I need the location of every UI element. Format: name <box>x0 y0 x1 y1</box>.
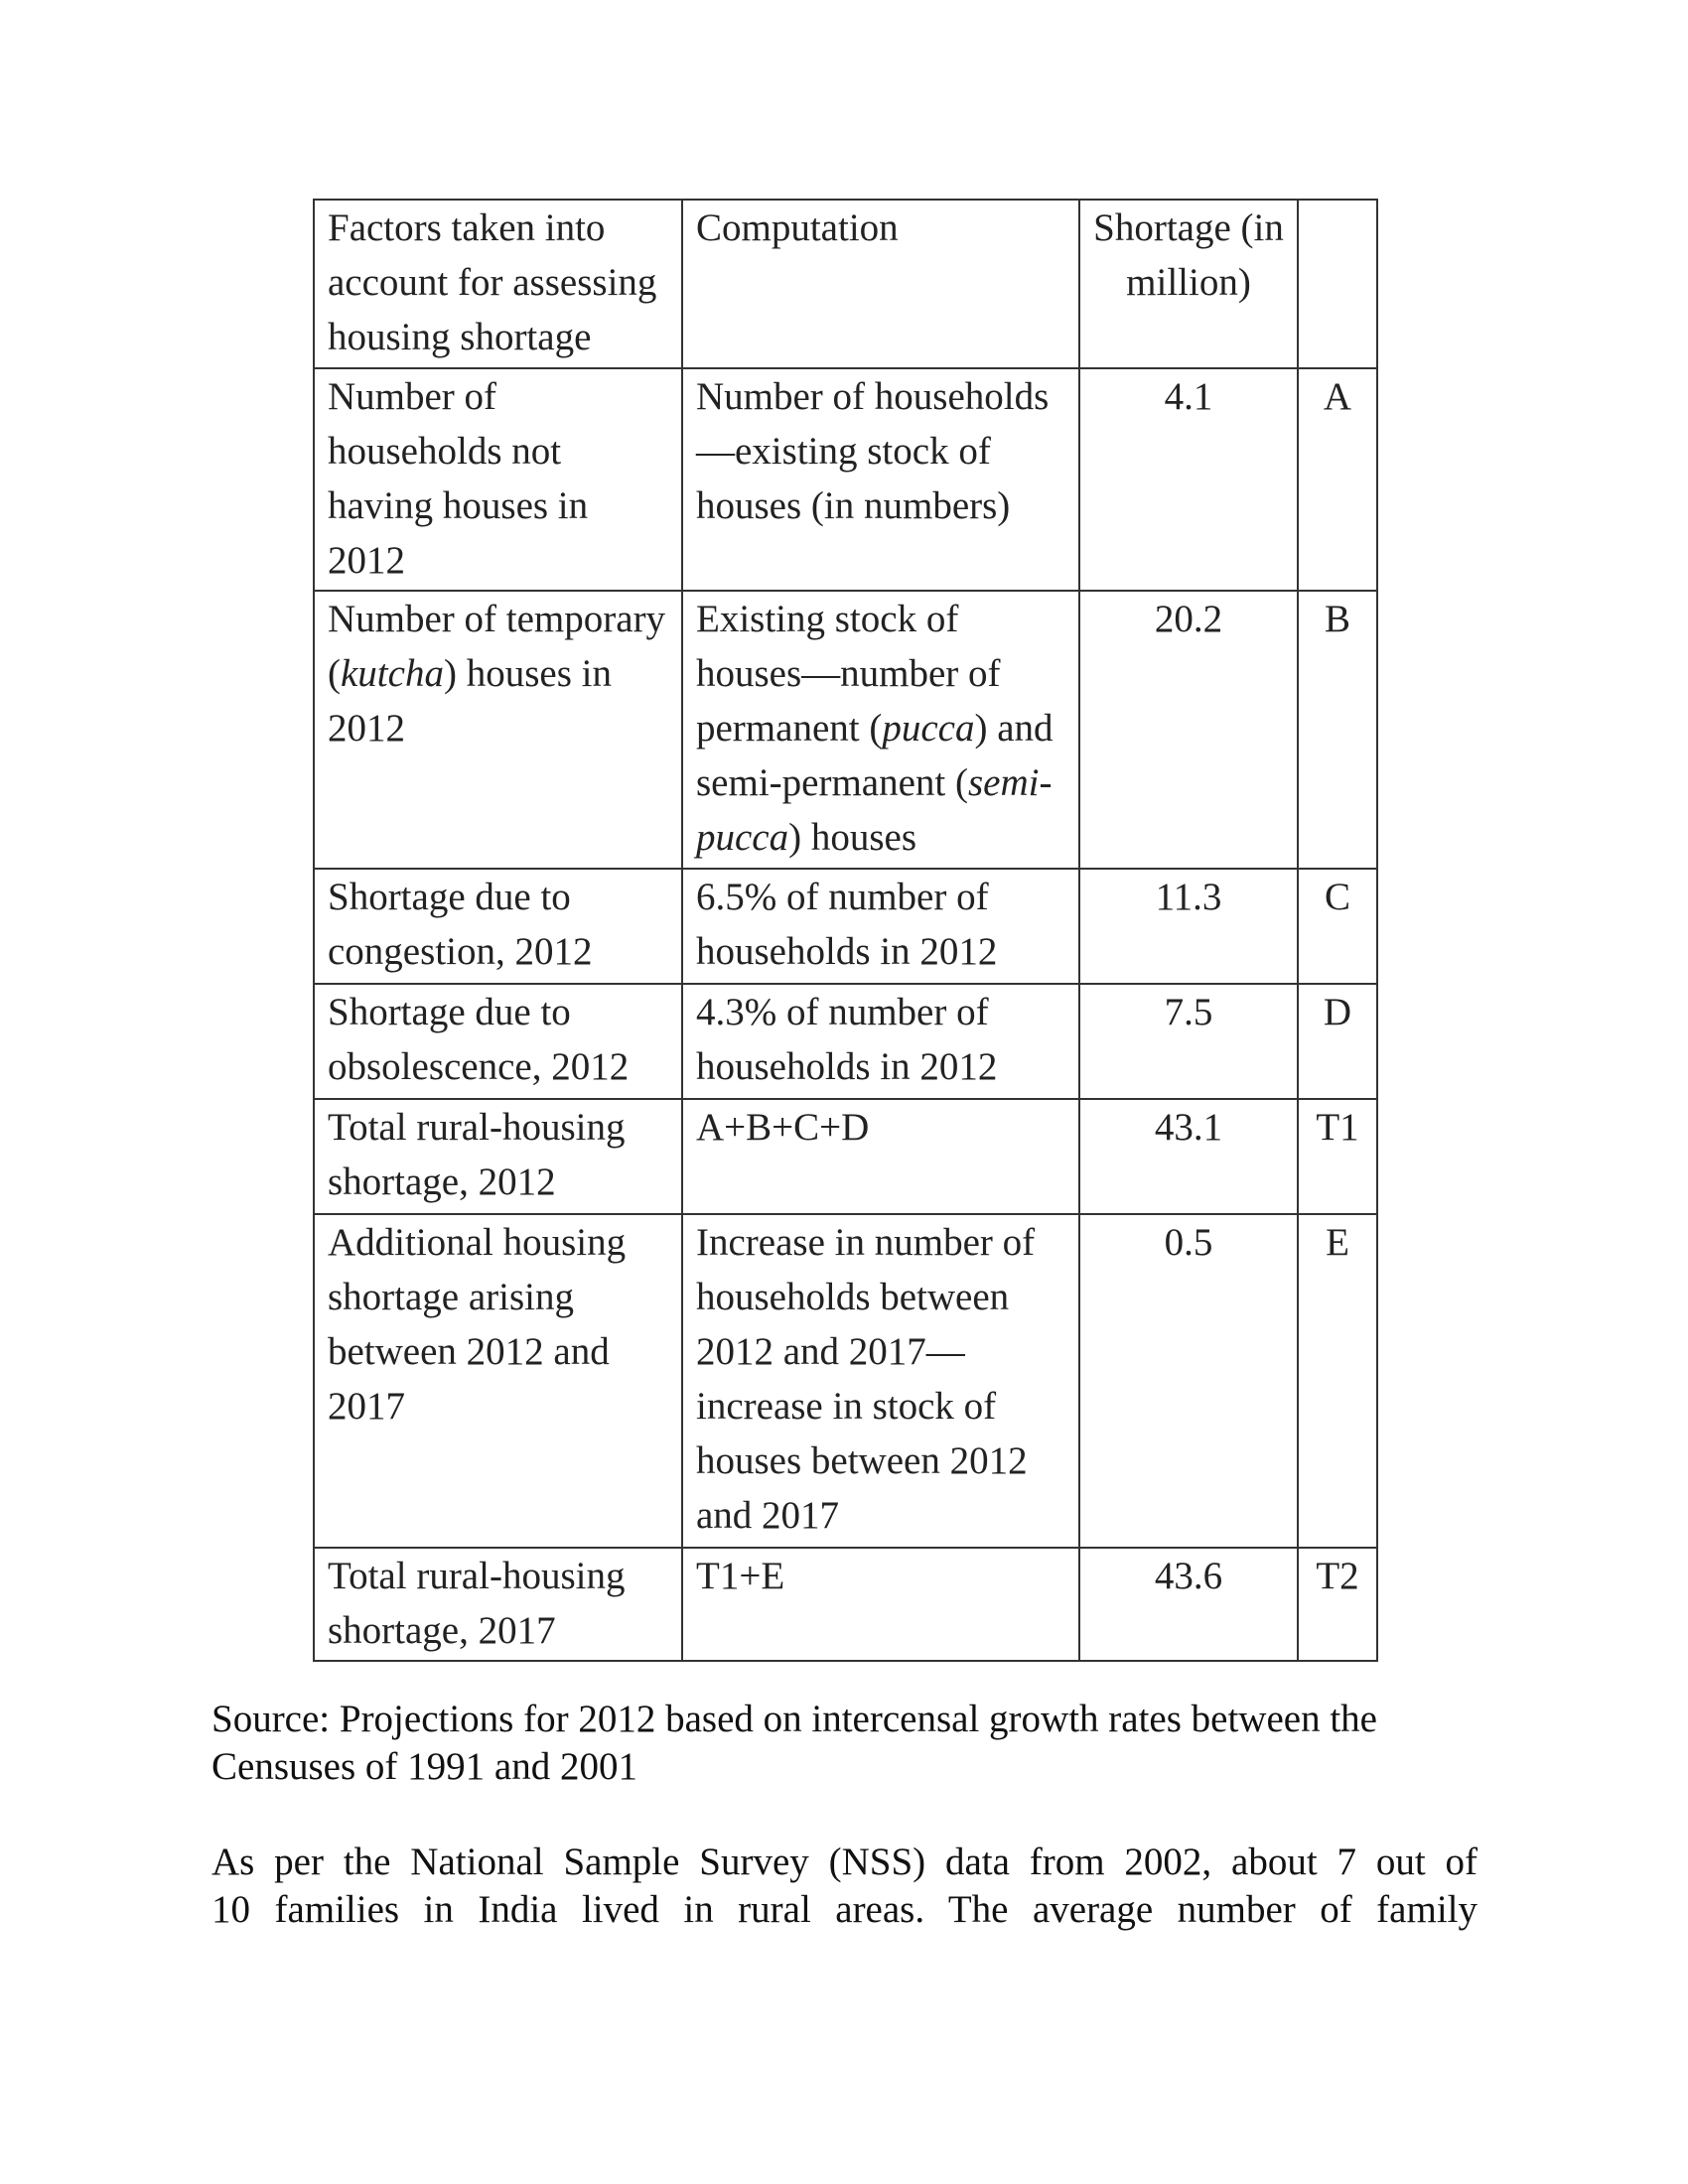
table-row <box>314 368 1377 591</box>
row-shortage: 0.5 <box>1079 1214 1298 1548</box>
row-shortage: 11.3 <box>1079 869 1298 984</box>
row-factor: Shortage due to congestion, 2012 <box>314 869 682 984</box>
row-computation: Number of households—existing stock of houses (in numbers) <box>682 368 1079 591</box>
table-row <box>314 1548 1377 1661</box>
table-row <box>314 1099 1377 1214</box>
header-factors: Factors taken into account for assessing housing shortage <box>314 200 682 368</box>
header-computation: Computation <box>682 200 1079 368</box>
row-label: B <box>1298 591 1377 869</box>
row-label: T2 <box>1298 1548 1377 1661</box>
row-computation: Increase in number of households between 2012 and 2017— increase in stock of houses between 2012 and 2017 <box>682 1214 1079 1548</box>
source-note: Source: Projections for 2012 based on intercensal growth rates between the Censuses of 1991 and 2001 <box>211 1698 1377 1788</box>
row-factor: Shortage due to obsolescence, 2012 <box>314 984 682 1099</box>
row-factor: Additional housing shortage arising between 2012 and 2017 <box>314 1214 682 1548</box>
body-line: As per the National Sample Survey (NSS) data from 2002, about 7 out of <box>211 1841 1477 1883</box>
row-factor: Number of households not having houses in 2012 <box>314 368 682 591</box>
row-label: A <box>1298 368 1377 591</box>
housing-shortage-table <box>313 199 1378 1662</box>
factor-text: Number of temporary ( <box>328 598 666 695</box>
computation-text: ) and semi-permanent ( <box>696 707 1054 804</box>
row-label: C <box>1298 869 1377 984</box>
factor-text: ) houses in 2012 <box>328 652 612 750</box>
row-factor: Total rural-housing shortage, 2012 <box>314 1099 682 1214</box>
row-computation: T1+E <box>682 1548 1079 1661</box>
row-computation: 4.3% of number of households in 2012 <box>682 984 1079 1099</box>
row-factor: Total rural-housing shortage, 2017 <box>314 1548 682 1661</box>
computation-italic: pucca <box>882 707 975 750</box>
row-shortage: 43.6 <box>1079 1548 1298 1661</box>
computation-italic: semi-pucca <box>696 761 1053 859</box>
computation-text: Existing stock of houses—number of permanent ( <box>696 598 1001 750</box>
table-header-row <box>314 200 1377 368</box>
row-computation: 6.5% of number of households in 2012 <box>682 869 1079 984</box>
row-factor <box>314 591 682 869</box>
row-shortage: 20.2 <box>1079 591 1298 869</box>
factor-italic: kutcha <box>341 652 444 695</box>
row-computation: A+B+C+D <box>682 1099 1079 1214</box>
body-line: 10 families in India lived in rural areas. The average number of family <box>211 1888 1477 1931</box>
row-label: D <box>1298 984 1377 1099</box>
row-shortage: 4.1 <box>1079 368 1298 591</box>
row-label: E <box>1298 1214 1377 1548</box>
row-shortage: 7.5 <box>1079 984 1298 1099</box>
table-row <box>314 1214 1377 1548</box>
table-row <box>314 984 1377 1099</box>
table-row <box>314 869 1377 984</box>
header-label <box>1298 200 1377 368</box>
header-shortage: Shortage (in million) <box>1079 200 1298 368</box>
body-paragraph <box>211 1839 1477 1934</box>
row-computation <box>682 591 1079 869</box>
row-label: T1 <box>1298 1099 1377 1214</box>
table-row <box>314 591 1377 869</box>
computation-text: ) houses <box>788 816 917 859</box>
row-shortage: 43.1 <box>1079 1099 1298 1214</box>
